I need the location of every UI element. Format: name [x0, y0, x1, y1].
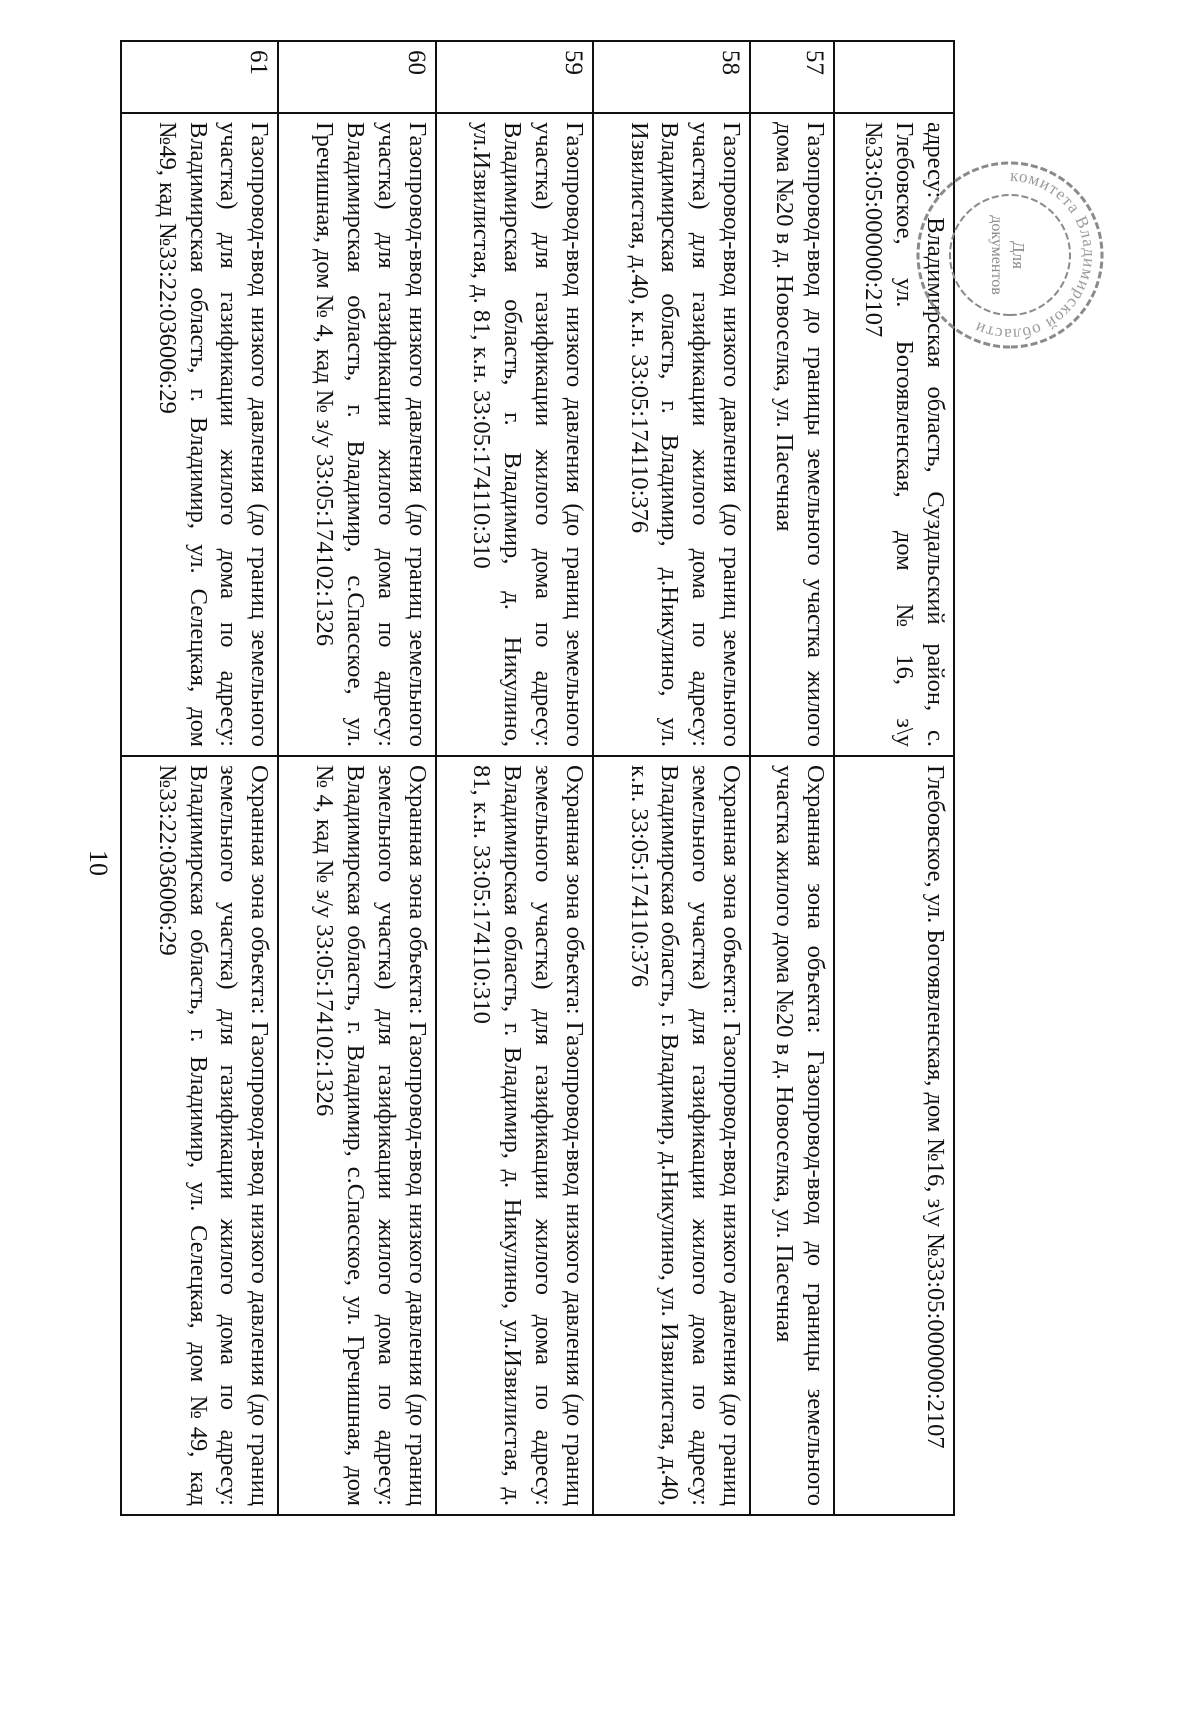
table-row [750, 41, 833, 1515]
object-description: Газопровод-ввод до границы земельного участка жилого дома №20 в д. Новоселка, ул. Пасечная [750, 113, 833, 756]
object-description: Газопровод-ввод низкого давления (до границ земельного участка) для газификации жилого дома по адресу: Владимирская область, г. Владимир, д.Никулино, ул. Извилистая, д.40, к.н. 33:05:174110:376 [593, 113, 750, 756]
protection-zone-description: Охранная зона объекта: Газопровод-ввод низкого давления (до границ земельного участка) для газификации жилого дома по адресу: Владимирская область, г. Владимир, ул. Селецкая, дом №49, кад №33:22:036006:29 [121, 756, 278, 1515]
object-description: Газопровод-ввод низкого давления (до границ земельного участка) для газификации жилого дома по адресу: Владимирская область, г. Владимир, с.Спасское, ул. Гречишная, дом № 4, кад № з/у 33:05:174102:1326 [278, 113, 435, 756]
page-number: 10 [84, 850, 113, 876]
protection-zone-description: Охранная зона объекта: Газопровод-ввод низкого давления (до границ земельного участка) для газификации жилого дома по адресу: Владимирская область, г. Владимир, д. Никулино, ул.Извилистая, д. 81, к.н. 33:05:174110:310 [436, 756, 593, 1515]
stamp-ring-text: комитета Владимирской области [971, 165, 1100, 345]
protection-zone-description: Охранная зона объекта: Газопровод-ввод низкого давления (до границ земельного участка) для газификации жилого дома по адресу: Владимирская область, г. Владимир, с.Спасское, ул. Гречишная, дом № 4, кад № з/у 33:05:174102:1326 [278, 756, 435, 1515]
object-description: Газопровод-ввод низкого давления (до границ земельного участка) для газификации жилого дома по адресу: Владимирская область, г. Владимир, ул. Селецкая, дом №49, кад №33:22:036006:29 [121, 113, 278, 756]
stamp-center-line1: Для [1009, 241, 1028, 269]
table-row [436, 41, 593, 1515]
protection-zone-description: Глебовское, ул. Богоявленская, дом №16, з\у №33:05:000000:2107 [834, 756, 954, 1515]
row-number: 58 [593, 41, 750, 113]
official-stamp [910, 155, 1110, 355]
table-row [593, 41, 750, 1515]
protection-zone-description: Охранная зона объекта: Газопровод-ввод до границы земельного участка жилого дома №20 в д. Новоселка, ул. Пасечная [750, 756, 833, 1515]
row-number: 59 [436, 41, 593, 113]
row-number: 61 [121, 41, 278, 113]
protection-zone-description: Охранная зона объекта: Газопровод-ввод низкого давления (до границ земельного участка) для газификации жилого дома по адресу: Владимирская область, г. Владимир, д.Никулино, ул. Извилистая, д.40, к.н. 33:05:174110:376 [593, 756, 750, 1515]
table-row [121, 41, 278, 1515]
row-number: 57 [750, 41, 833, 113]
objects-table [120, 40, 955, 1516]
rotated-table-container [120, 40, 955, 1506]
object-description: Газопровод-ввод низкого давления (до границ земельного участка) для газификации жилого дома по адресу: Владимирская область, г. Владимир, д. Никулино, ул.Извилистая, д. 81, к.н. 33:05:174110:310 [436, 113, 593, 756]
stamp-center-line2: документов [988, 215, 1005, 295]
row-number [834, 41, 954, 113]
row-number: 60 [278, 41, 435, 113]
table-row [278, 41, 435, 1515]
object-description: адресу: Владимирская область, Суздальский район, с. Глебовское, ул. Богоявленская, дом №16, з\у №33:05:000000:2107 [834, 113, 954, 756]
